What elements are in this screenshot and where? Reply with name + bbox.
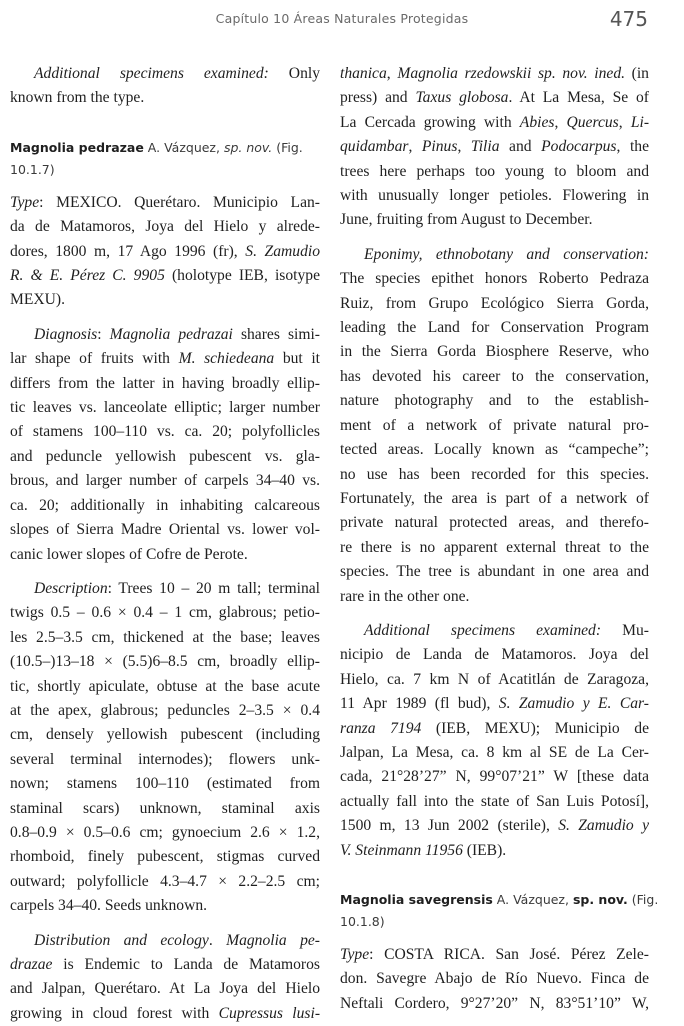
paragraph xyxy=(10,62,320,111)
text-line: ca. 20; additionally in inhabiting calcareous xyxy=(10,496,320,514)
text-line: Magnolia pedrazae A. Vázquez, sp. nov. (Fig. xyxy=(10,139,303,155)
text-line: drazae is Endemic to Landa de Matamoros xyxy=(10,956,320,973)
text-line: cm, densely yellowish pubescent (including xyxy=(10,726,320,744)
text-line: da de Matamoros, Joya del Hielo y alrede- xyxy=(10,218,320,236)
text-line: leading the Land for Conservation Program xyxy=(340,319,649,337)
text-line: Distribution and ecology. Magnolia pe- xyxy=(34,931,320,949)
text-line: Description: Trees 10 – 20 m tall; terminal xyxy=(34,579,320,597)
text-line: Type: COSTA RICA. San José. Pérez Zele- xyxy=(340,946,649,963)
text-line: Type: MEXICO. Querétaro. Municipio Lan- xyxy=(10,193,320,211)
text-line: June, fruiting from August to December. xyxy=(340,211,593,229)
text-line: slopes of Sierra Madre Oriental vs. lower vol- xyxy=(10,521,320,539)
text-line: species. The tree is abundant in one area and xyxy=(340,563,649,581)
text-line: no use has been recorded for this species. xyxy=(340,465,649,483)
paragraph xyxy=(340,943,649,1016)
text-line: at the apex, glabrous; peduncles 2–3.5 × 0.4 xyxy=(10,701,320,719)
text-line: press) and Taxus globosa. At La Mesa, Se of xyxy=(340,89,649,107)
text-line: rhomboid, finely pubescent, stigmas curved xyxy=(10,848,320,866)
text-line: don. Savegre Abajo de Río Nuevo. Finca de xyxy=(340,970,649,988)
text-line: Additional specimens examined: Mu- xyxy=(364,621,649,639)
paragraph xyxy=(10,577,320,919)
text-line: actually fall into the state of San Luis Potosí], xyxy=(340,792,649,810)
text-line: Magnolia savegrensis A. Vázquez, sp. nov. (Fig. xyxy=(340,892,659,907)
text-line: MEXU). xyxy=(10,291,66,309)
text-line: and peduncle yellowish pubescent vs. gla- xyxy=(10,447,320,465)
paragraph xyxy=(10,929,320,1026)
right-column xyxy=(340,62,659,1016)
text-line: 1500 m, 13 Jun 2002 (sterile), S. Zamudio y xyxy=(340,817,649,835)
paragraph xyxy=(340,62,649,233)
running-header xyxy=(0,6,684,36)
text-line: Hielo, ca. 7 km N of Acatitlán de Zaragoza, xyxy=(340,670,649,688)
text-line: les 2.5–3.5 cm, thickened at the base; leaves xyxy=(10,628,320,646)
text-line: ment of a network of private natural pro- xyxy=(340,416,649,434)
text-line: twigs 0.5 – 0.6 × 0.4 – 1 cm, glabrous; petio- xyxy=(10,604,320,622)
text-line: Jalpan, La Mesa, ca. 8 km al SE de La Cer- xyxy=(340,743,649,761)
text-line: Additional specimens examined: Only xyxy=(34,65,320,82)
text-line: V. Steinmann 11956 (IEB). xyxy=(340,841,507,859)
text-line: quidambar, Pinus, Tilia and Podocarpus, the xyxy=(340,138,650,156)
text-line: nown; stamens 100–110 (estimated from xyxy=(10,775,320,793)
species-heading xyxy=(10,137,320,181)
text-line: carpels 34–40. Seeds unknown. xyxy=(10,897,208,915)
text-line: nicipio de Landa de Matamoros. Joya del xyxy=(340,646,649,664)
text-line: 11 Apr 1989 (fl bud), S. Zamudio y E. Car- xyxy=(340,695,649,713)
text-line: lar shape of fruits with M. schiedeana but it xyxy=(10,350,321,368)
text-line: Neftali Cordero, 9°27’20” N, 83°51’10” W, xyxy=(340,994,649,1012)
text-line: outward; polyfollicle 4.3–4.7 × 2.2–2.5 cm; xyxy=(10,872,320,890)
left-column xyxy=(10,62,320,1026)
text-line: and Jalpan, Querétaro. At La Joya del Hielo xyxy=(10,980,320,998)
text-line: 10.1.7) xyxy=(10,161,55,177)
text-line: 0.8–0.9 × 0.5–0.6 cm; gynoecium 2.6 × 1.2, xyxy=(10,823,320,841)
text-line: Ruiz, from Grupo Ecológico Sierra Gorda, xyxy=(340,294,649,312)
text-line: trees here perhaps too young to bloom and xyxy=(340,162,649,180)
text-line: brous, and larger number of carpels 34–40 vs. xyxy=(10,472,320,490)
page-number: 475 xyxy=(609,7,648,31)
text-line: growing in cloud forest with Cupressus lusi- xyxy=(10,1004,321,1022)
text-line: Diagnosis: Magnolia pedrazai shares simi- xyxy=(34,325,321,343)
text-line: nature photography and to the establish- xyxy=(340,392,649,410)
text-line: (10.5–)13–18 × (5.5)6–8.5 cm, broadly ellip- xyxy=(10,653,320,671)
chapter-title: Capítulo 10 Áreas Naturales Protegidas xyxy=(215,11,469,26)
text-line: known from the type. xyxy=(10,89,145,107)
species-heading xyxy=(340,889,659,933)
text-line: Fortunately, the area is part of a network of xyxy=(340,489,649,507)
text-line: R. & E. Pérez C. 9905 (holotype IEB, isotype xyxy=(10,267,320,285)
text-line: in the Sierra Gorda Biosphere Reserve, who xyxy=(340,343,649,361)
text-line: Eponimy, ethnobotany and conservation: xyxy=(364,245,649,263)
text-line: tic, shortly apiculate, obtuse at the base acute xyxy=(10,677,320,695)
text-line: of stamens 100–110 vs. ca. 20; polyfollicles xyxy=(10,423,320,441)
text-line: staminal scars) unknown, staminal axis xyxy=(10,799,320,817)
text-line: with unusually longer petioles. Flowering in xyxy=(340,187,649,205)
text-line: differs from the latter in having broadly ellip- xyxy=(10,374,320,392)
text-line: cada, 21°28’27” N, 99°07’21” W [these data xyxy=(340,768,649,786)
paragraph xyxy=(10,323,320,567)
text-line: has devoted his career to the conservation, xyxy=(340,367,649,385)
paragraph xyxy=(340,619,649,863)
text-line: several terminal internodes); flowers unk- xyxy=(10,750,320,768)
text-line: thanica, Magnolia rzedowskii sp. nov. ined. (in xyxy=(340,65,649,82)
paragraph xyxy=(340,243,649,609)
text-line: tected areas. Locally known as “campeche”; xyxy=(340,441,649,459)
text-line: tic leaves vs. lanceolate elliptic; larger number xyxy=(10,399,320,417)
text-line: private natural protected areas, and therefo- xyxy=(340,514,649,532)
text-line: 10.1.8) xyxy=(340,914,385,929)
text-line: canic lower slopes of Cofre de Perote. xyxy=(10,545,248,563)
text-line: The species epithet honors Roberto Pedraza xyxy=(340,270,649,288)
text-line: rare in the other one. xyxy=(340,587,470,605)
text-line: La Cercada growing with Abies, Quercus, Li- xyxy=(340,113,650,131)
text-line: dores, 1800 m, 17 Ago 1996 (fr), S. Zamudio xyxy=(10,242,320,260)
text-line: ranza 7194 (IEB, MEXU); Municipio de xyxy=(340,719,649,737)
text-line: re there is no apparent external threat to the xyxy=(340,538,649,556)
paragraph xyxy=(10,191,320,313)
